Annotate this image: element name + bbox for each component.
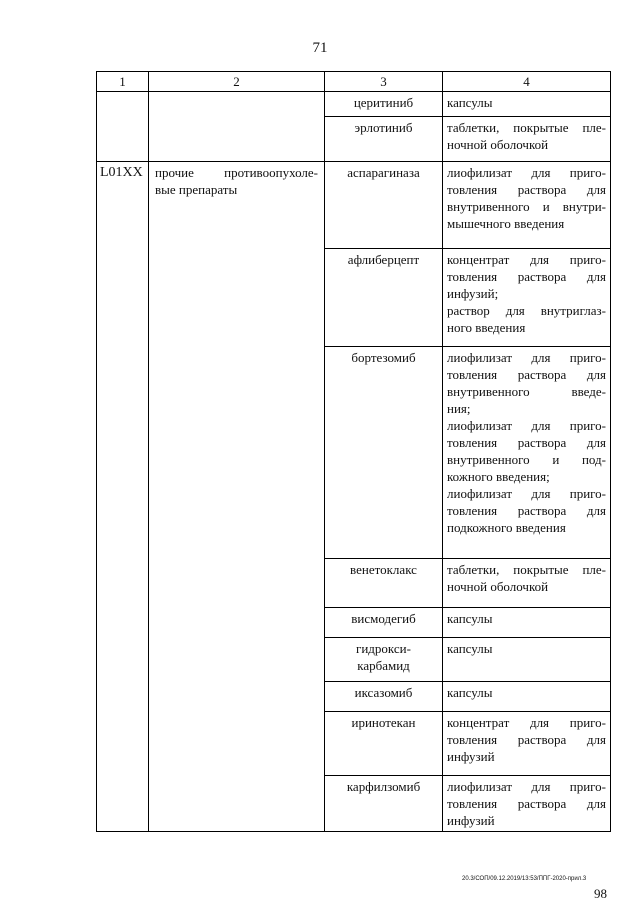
dosage-form-line: мышечного введения [447, 216, 565, 231]
atc-group-line: вые препараты [155, 182, 238, 197]
drug-name-line: карбамид [357, 658, 410, 673]
table-row [97, 92, 611, 117]
drug-name-cell [325, 347, 443, 559]
dosage-form-cell [443, 249, 611, 347]
drug-name-cell [325, 608, 443, 638]
drug-name-line: бортезомиб [351, 350, 416, 365]
dosage-form-line: лиофилизат для приго- [447, 779, 606, 794]
drug-name-cell [325, 712, 443, 776]
drug-name-line: аспарагиназа [347, 165, 420, 180]
dosage-form-line: капсулы [447, 95, 493, 110]
drug-name-line: висмодегиб [351, 611, 416, 626]
header-col-1: 1 [97, 72, 149, 92]
dosage-form-line: таблетки, покрытые пле- [447, 562, 606, 577]
dosage-form-line: товления раствора для [447, 269, 606, 284]
dosage-form-line: ночной оболочкой [447, 579, 549, 594]
dosage-form-cell [443, 162, 611, 249]
atc-group-line: прочие противоопухоле- [155, 165, 318, 180]
dosage-form-cell [443, 347, 611, 559]
drug-name-line: иксазомиб [354, 685, 413, 700]
dosage-form-line: ночной оболочкой [447, 137, 549, 152]
dosage-form-line: концентрат для приго- [447, 252, 606, 267]
page-number: 71 [312, 40, 328, 56]
atc-code-cell: L01XX [97, 162, 149, 832]
drug-name-cell [325, 559, 443, 608]
footer-number: 98 [594, 886, 607, 901]
dosage-form-line: ния; [447, 401, 471, 416]
code-cell [97, 92, 149, 162]
drug-name-line: церитиниб [353, 95, 414, 110]
drug-name-line: венетоклакс [350, 562, 417, 577]
dosage-form-cell [443, 608, 611, 638]
drug-name-line: эрлотиниб [354, 120, 413, 135]
dosage-form-line: капсулы [447, 641, 493, 656]
dosage-form-line: товления раствора для [447, 732, 606, 747]
dosage-form-line: лиофилизат для приго- [447, 486, 606, 501]
atc-group-cell [149, 162, 325, 832]
group-cell [149, 92, 325, 162]
dosage-form-line: инфузий [447, 749, 495, 764]
dosage-form-line: товления раствора для [447, 503, 606, 518]
dosage-form-line: капсулы [447, 611, 493, 626]
table-row [97, 162, 611, 249]
dosage-form-line: раствор для внутриглаз- [447, 303, 606, 318]
dosage-form-cell [443, 638, 611, 682]
dosage-form-line: инфузий [447, 813, 495, 828]
dosage-form-line: внутривенного введе- [447, 384, 606, 399]
dosage-form-line: внутривенного и внутри- [447, 199, 606, 214]
dosage-form-line: товления раствора для [447, 367, 606, 382]
drug-table [96, 71, 611, 832]
dosage-form-line: внутривенного и под- [447, 452, 606, 467]
dosage-form-line: кожного введения; [447, 469, 550, 484]
drug-name-line: карфилзомиб [346, 779, 421, 794]
drug-name-line: афлиберцепт [347, 252, 420, 267]
header-col-3: 3 [325, 72, 443, 92]
dosage-form-line: подкожного введения [447, 520, 566, 535]
dosage-form-line: капсулы [447, 685, 493, 700]
drug-name-line: гидрокси- [356, 641, 411, 656]
dosage-form-line: лиофилизат для приго- [447, 350, 606, 365]
dosage-form-cell [443, 682, 611, 712]
dosage-form-cell [443, 776, 611, 832]
footer-note: 20.3/СОП/09.12.2019/13:53/ППГ-2020-прил.3 [462, 876, 587, 882]
drug-name-cell [325, 249, 443, 347]
dosage-form-line: лиофилизат для приго- [447, 418, 606, 433]
dosage-form-line: таблетки, покрытые пле- [447, 120, 606, 135]
drug-name-cell [325, 162, 443, 249]
header-col-2: 2 [149, 72, 325, 92]
drug-name-line: иринотекан [351, 715, 416, 730]
dosage-form-line: ного введения [447, 320, 526, 335]
drug-name-cell [325, 776, 443, 832]
dosage-form-line: товления раствора для [447, 182, 606, 197]
drug-name-cell [325, 638, 443, 682]
drug-name-cell [325, 117, 443, 162]
dosage-form-line: лиофилизат для приго- [447, 165, 606, 180]
dosage-form-cell [443, 559, 611, 608]
dosage-form-line: товления раствора для [447, 796, 606, 811]
drug-name-cell [325, 92, 443, 117]
dosage-form-line: концентрат для приго- [447, 715, 606, 730]
dosage-form-cell [443, 117, 611, 162]
table-header-row [97, 72, 611, 92]
dosage-form-cell [443, 92, 611, 117]
drug-name-cell [325, 682, 443, 712]
dosage-form-line: товления раствора для [447, 435, 606, 450]
header-col-4: 4 [443, 72, 611, 92]
dosage-form-cell [443, 712, 611, 776]
dosage-form-line: инфузий; [447, 286, 499, 301]
